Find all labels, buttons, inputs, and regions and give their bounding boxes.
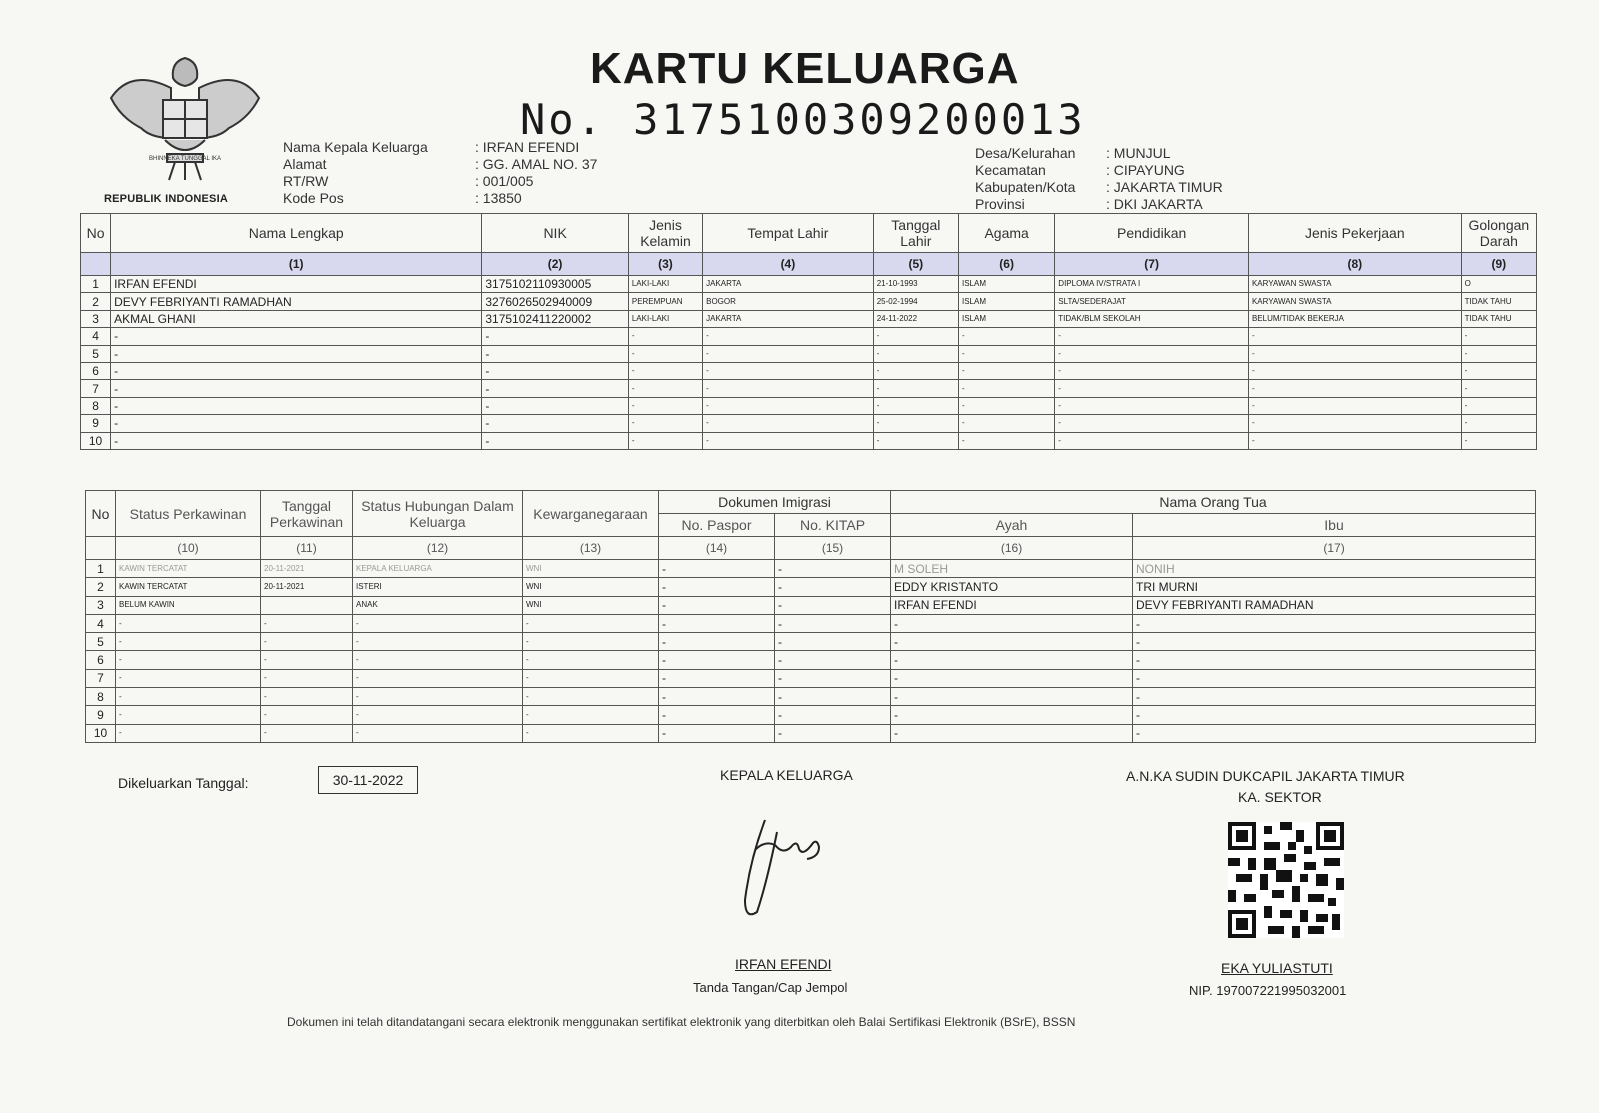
- table-cell: -: [1461, 415, 1536, 432]
- table-cell: -: [703, 415, 874, 432]
- table-cell: 2: [86, 578, 116, 596]
- table-row: [86, 614, 1536, 632]
- table-cell: 8: [86, 688, 116, 706]
- official-subtitle: KA. SEKTOR: [1238, 789, 1322, 805]
- table-cell: 3175102110930005: [482, 276, 629, 293]
- table-cell: 6: [86, 651, 116, 669]
- col-header: Pendidikan: [1055, 214, 1249, 253]
- page-title: KARTU KELUARGA: [590, 44, 1020, 93]
- table-cell: 20-11-2021: [261, 578, 353, 596]
- table-cell: 25-02-1994: [873, 293, 958, 310]
- table-cell: TIDAK TAHU: [1461, 310, 1536, 327]
- header-right-values: : MUNJUL : CIPAYUNG : JAKARTA TIMUR : DKI JAKARTA: [1106, 145, 1223, 212]
- table-cell: 10: [86, 724, 116, 742]
- table-cell: -: [1461, 328, 1536, 345]
- table-cell: SLTA/SEDERAJAT: [1055, 293, 1249, 310]
- kepala-keluarga-name: IRFAN EFENDI: [735, 956, 832, 972]
- table-cell: -: [523, 706, 659, 724]
- table-row: [81, 310, 1537, 327]
- table-cell: 10: [81, 432, 111, 449]
- column-number: (13): [523, 537, 659, 560]
- table-cell: 3: [86, 596, 116, 614]
- table-cell: 7: [86, 669, 116, 687]
- table-cell: LAKI-LAKI: [628, 310, 702, 327]
- table-cell: WNI: [523, 596, 659, 614]
- col-header: Jenis Pekerjaan: [1248, 214, 1461, 253]
- table-cell: DIPLOMA IV/STRATA I: [1055, 276, 1249, 293]
- table-cell: -: [958, 415, 1054, 432]
- official-nip: NIP. 197007221995032001: [1189, 983, 1347, 998]
- table-row: [86, 596, 1536, 614]
- column-number: (12): [353, 537, 523, 560]
- table-row: [86, 688, 1536, 706]
- table-cell: -: [261, 688, 353, 706]
- column-number: [81, 253, 111, 276]
- table-cell: -: [958, 328, 1054, 345]
- table-cell: -: [116, 614, 261, 632]
- column-number: (4): [703, 253, 874, 276]
- table-cell: -: [1055, 432, 1249, 449]
- table-cell: BOGOR: [703, 293, 874, 310]
- table-cell: -: [1461, 432, 1536, 449]
- col-header: Ibu: [1133, 514, 1536, 537]
- table-cell: -: [482, 345, 629, 362]
- table-cell: -: [1133, 614, 1536, 632]
- table-cell: -: [1461, 380, 1536, 397]
- table-cell: DEVY FEBRIYANTI RAMADHAN: [1133, 596, 1536, 614]
- table-cell: -: [261, 614, 353, 632]
- col-header: NIK: [482, 214, 629, 253]
- col-header: Tanggal Lahir: [873, 214, 958, 253]
- table-cell: ISLAM: [958, 293, 1054, 310]
- table-cell: 3175102411220002: [482, 310, 629, 327]
- table-cell: 9: [81, 415, 111, 432]
- table-cell: -: [1055, 328, 1249, 345]
- table-cell: -: [523, 669, 659, 687]
- table-cell: -: [873, 415, 958, 432]
- column-number: (14): [659, 537, 775, 560]
- table-cell: IRFAN EFENDI: [111, 276, 482, 293]
- table-cell: ISLAM: [958, 276, 1054, 293]
- column-number: (5): [873, 253, 958, 276]
- col-header: Tempat Lahir: [703, 214, 874, 253]
- table-cell: -: [116, 633, 261, 651]
- table-cell: ANAK: [353, 596, 523, 614]
- table-cell: -: [873, 345, 958, 362]
- table-cell: -: [1055, 415, 1249, 432]
- column-number: [86, 537, 116, 560]
- table-row: [81, 276, 1537, 293]
- table-cell: KARYAWAN SWASTA: [1248, 293, 1461, 310]
- table-cell: -: [523, 724, 659, 742]
- issued-date: 30-11-2022: [318, 766, 418, 794]
- table-cell: 1: [81, 276, 111, 293]
- table-row: [81, 362, 1537, 379]
- table-cell: -: [261, 706, 353, 724]
- col-header: Kewarganegaraan: [523, 491, 659, 537]
- table-cell: -: [1248, 397, 1461, 414]
- table-cell: -: [1133, 706, 1536, 724]
- table-cell: [261, 596, 353, 614]
- col-header: Agama: [958, 214, 1054, 253]
- table-row: [81, 328, 1537, 345]
- col-header: Nama Orang Tua: [891, 491, 1536, 514]
- table-cell: 8: [81, 397, 111, 414]
- table-cell: 24-11-2022: [873, 310, 958, 327]
- table-cell: -: [111, 415, 482, 432]
- table-cell: -: [111, 328, 482, 345]
- table-cell: 2: [81, 293, 111, 310]
- official-title: A.N.KA SUDIN DUKCAPIL JAKARTA TIMUR: [1126, 768, 1405, 784]
- table-cell: -: [116, 651, 261, 669]
- column-number-row: [81, 253, 1537, 276]
- column-number: (1): [111, 253, 482, 276]
- table-cell: -: [1055, 397, 1249, 414]
- table-cell: DEVY FEBRIYANTI RAMADHAN: [111, 293, 482, 310]
- table-cell: -: [261, 724, 353, 742]
- table-cell: IRFAN EFENDI: [891, 596, 1133, 614]
- col-header: No. Paspor: [659, 514, 775, 537]
- table-row: [86, 633, 1536, 651]
- table-cell: -: [482, 415, 629, 432]
- table-cell: -: [659, 651, 775, 669]
- table-cell: NONIH: [1133, 560, 1536, 578]
- table-cell: -: [891, 688, 1133, 706]
- table-cell: -: [1133, 688, 1536, 706]
- table-cell: -: [353, 688, 523, 706]
- col-header: Golongan Darah: [1461, 214, 1536, 253]
- column-number: (16): [891, 537, 1133, 560]
- column-number: (8): [1248, 253, 1461, 276]
- table-cell: -: [873, 380, 958, 397]
- table-cell: ISTERI: [353, 578, 523, 596]
- table-cell: WNI: [523, 578, 659, 596]
- column-number: (10): [116, 537, 261, 560]
- table-row: [86, 724, 1536, 742]
- table-cell: -: [353, 633, 523, 651]
- table-cell: -: [891, 669, 1133, 687]
- table-cell: -: [775, 688, 891, 706]
- table-cell: JAKARTA: [703, 310, 874, 327]
- column-number-row: [86, 537, 1536, 560]
- col-header: Status Perkawinan: [116, 491, 261, 537]
- table-cell: -: [1133, 724, 1536, 742]
- table-cell: -: [1461, 345, 1536, 362]
- table-cell: -: [958, 362, 1054, 379]
- table-cell: -: [775, 596, 891, 614]
- table-cell: -: [703, 345, 874, 362]
- table-cell: KAWIN TERCATAT: [116, 578, 261, 596]
- table-cell: KARYAWAN SWASTA: [1248, 276, 1461, 293]
- table-cell: -: [1055, 380, 1249, 397]
- issued-label: Dikeluarkan Tanggal:: [118, 775, 249, 791]
- table-cell: -: [628, 345, 702, 362]
- table-cell: -: [523, 633, 659, 651]
- table-cell: -: [523, 688, 659, 706]
- table-cell: -: [775, 706, 891, 724]
- table-cell: -: [703, 328, 874, 345]
- table-cell: EDDY KRISTANTO: [891, 578, 1133, 596]
- table-row: [81, 293, 1537, 310]
- table-cell: -: [261, 633, 353, 651]
- table-cell: -: [111, 432, 482, 449]
- column-number: (17): [1133, 537, 1536, 560]
- column-number: (7): [1055, 253, 1249, 276]
- table-cell: -: [628, 415, 702, 432]
- table-row: [86, 578, 1536, 596]
- table-cell: -: [482, 397, 629, 414]
- table-cell: -: [891, 706, 1133, 724]
- table-cell: -: [958, 397, 1054, 414]
- table-cell: -: [482, 362, 629, 379]
- table-cell: -: [353, 669, 523, 687]
- table-cell: -: [873, 328, 958, 345]
- table-cell: -: [659, 669, 775, 687]
- col-header: Tanggal Perkawinan: [261, 491, 353, 537]
- table-row: [81, 380, 1537, 397]
- table-cell: WNI: [523, 560, 659, 578]
- table-cell: -: [1248, 432, 1461, 449]
- table-cell: JAKARTA: [703, 276, 874, 293]
- table-cell: -: [353, 706, 523, 724]
- table-row: [81, 345, 1537, 362]
- table-cell: -: [1133, 651, 1536, 669]
- table-cell: TIDAK TAHU: [1461, 293, 1536, 310]
- table-cell: -: [1055, 345, 1249, 362]
- table-cell: ISLAM: [958, 310, 1054, 327]
- table-cell: 1: [86, 560, 116, 578]
- table-cell: -: [703, 362, 874, 379]
- table-cell: -: [482, 380, 629, 397]
- table-cell: -: [873, 397, 958, 414]
- table-cell: -: [958, 345, 1054, 362]
- table-cell: M SOLEH: [891, 560, 1133, 578]
- table-cell: -: [891, 724, 1133, 742]
- col-header: Ayah: [891, 514, 1133, 537]
- column-number: (2): [482, 253, 629, 276]
- table-row: [86, 669, 1536, 687]
- table-cell: -: [1248, 328, 1461, 345]
- table-cell: -: [873, 362, 958, 379]
- col-header: Status Hubungan Dalam Keluarga: [353, 491, 523, 537]
- table-cell: -: [775, 651, 891, 669]
- table-cell: -: [659, 724, 775, 742]
- table-cell: -: [523, 614, 659, 632]
- republic-label: REPUBLIK INDONESIA: [104, 193, 228, 205]
- table-cell: -: [775, 560, 891, 578]
- table-cell: -: [628, 397, 702, 414]
- table-cell: 4: [86, 614, 116, 632]
- table-cell: -: [703, 432, 874, 449]
- table-cell: -: [111, 345, 482, 362]
- table-cell: -: [1461, 362, 1536, 379]
- table-cell: 4: [81, 328, 111, 345]
- table-cell: -: [891, 614, 1133, 632]
- column-number: (9): [1461, 253, 1536, 276]
- table-cell: -: [628, 328, 702, 345]
- table-cell: O: [1461, 276, 1536, 293]
- col-header: Jenis Kelamin: [628, 214, 702, 253]
- table-cell: -: [482, 328, 629, 345]
- table-cell: -: [775, 669, 891, 687]
- table-cell: -: [116, 669, 261, 687]
- table-cell: -: [628, 432, 702, 449]
- table-cell: -: [659, 596, 775, 614]
- column-number: (15): [775, 537, 891, 560]
- kk-number: No. 3175100309200013: [520, 95, 1086, 144]
- table-cell: AKMAL GHANI: [111, 310, 482, 327]
- table-cell: -: [261, 669, 353, 687]
- table-cell: -: [659, 560, 775, 578]
- table-cell: BELUM/TIDAK BEKERJA: [1248, 310, 1461, 327]
- table-cell: 6: [81, 362, 111, 379]
- table-cell: TRI MURNI: [1133, 578, 1536, 596]
- table-row: [86, 706, 1536, 724]
- table-cell: -: [1248, 415, 1461, 432]
- table-cell: -: [891, 651, 1133, 669]
- table-cell: -: [628, 362, 702, 379]
- table-cell: -: [659, 578, 775, 596]
- status-table: [85, 490, 1536, 743]
- table-cell: -: [958, 380, 1054, 397]
- table-cell: -: [891, 633, 1133, 651]
- table-cell: -: [775, 578, 891, 596]
- table-cell: -: [261, 651, 353, 669]
- table-cell: -: [775, 724, 891, 742]
- signature-icon: [725, 810, 845, 930]
- col-header: Dokumen Imigrasi: [659, 491, 891, 514]
- table-cell: 9: [86, 706, 116, 724]
- table-cell: 5: [81, 345, 111, 362]
- table-cell: KAWIN TERCATAT: [116, 560, 261, 578]
- table-cell: 3: [81, 310, 111, 327]
- table-cell: -: [1133, 633, 1536, 651]
- table-cell: -: [703, 397, 874, 414]
- qr-code-icon: [1228, 822, 1344, 938]
- table-cell: -: [353, 614, 523, 632]
- table-cell: -: [628, 380, 702, 397]
- table-cell: -: [659, 688, 775, 706]
- table-cell: -: [111, 380, 482, 397]
- table-cell: -: [659, 633, 775, 651]
- table-cell: -: [116, 706, 261, 724]
- table-cell: 7: [81, 380, 111, 397]
- table-cell: 5: [86, 633, 116, 651]
- table-cell: TIDAK/BLM SEKOLAH: [1055, 310, 1249, 327]
- column-number: (6): [958, 253, 1054, 276]
- table-cell: -: [1055, 362, 1249, 379]
- table-row: [81, 432, 1537, 449]
- table-cell: -: [523, 651, 659, 669]
- table-cell: 20-11-2021: [261, 560, 353, 578]
- signature-caption: Tanda Tangan/Cap Jempol: [693, 980, 848, 995]
- table-cell: LAKI-LAKI: [628, 276, 702, 293]
- table-cell: -: [873, 432, 958, 449]
- table-cell: -: [353, 651, 523, 669]
- table-cell: -: [1461, 397, 1536, 414]
- table-cell: -: [659, 614, 775, 632]
- table-cell: -: [1248, 362, 1461, 379]
- col-header: Nama Lengkap: [111, 214, 482, 253]
- col-header: No: [81, 214, 111, 253]
- official-name: EKA YULIASTUTI: [1221, 960, 1333, 976]
- table-cell: -: [111, 362, 482, 379]
- table-cell: -: [1248, 380, 1461, 397]
- header-right-labels: Desa/Kelurahan Kecamatan Kabupaten/Kota Provinsi: [975, 145, 1076, 212]
- table-cell: -: [1248, 345, 1461, 362]
- table-row: [86, 560, 1536, 578]
- col-header: No. KITAP: [775, 514, 891, 537]
- table-row: [81, 415, 1537, 432]
- table-cell: PEREMPUAN: [628, 293, 702, 310]
- col-header: No: [86, 491, 116, 537]
- table-cell: -: [353, 724, 523, 742]
- table-cell: -: [111, 397, 482, 414]
- column-number: (3): [628, 253, 702, 276]
- table-cell: 3276026502940009: [482, 293, 629, 310]
- header-left-labels: Nama Kepala Keluarga Alamat RT/RW Kode Pos: [283, 139, 428, 206]
- footer-note: Dokumen ini telah ditandatangani secara elektronik menggunakan sertifikat elektronik yang diterbitkan oleh Balai Sertifikasi Elektronik (BSrE), BSSN: [287, 1015, 1076, 1029]
- table-cell: BELUM KAWIN: [116, 596, 261, 614]
- table-cell: -: [482, 432, 629, 449]
- table-row: [86, 651, 1536, 669]
- members-table: [80, 213, 1537, 450]
- table-cell: -: [703, 380, 874, 397]
- header-left-values: : IRFAN EFENDI : GG. AMAL NO. 37 : 001/005 : 13850: [475, 139, 598, 206]
- garuda-emblem-icon: [105, 48, 265, 198]
- table-cell: -: [116, 688, 261, 706]
- table-cell: KEPALA KELUARGA: [353, 560, 523, 578]
- table-cell: -: [659, 706, 775, 724]
- column-number: (11): [261, 537, 353, 560]
- table-cell: -: [775, 633, 891, 651]
- kepala-keluarga-label: KEPALA KELUARGA: [720, 767, 853, 783]
- table-cell: 21-10-1993: [873, 276, 958, 293]
- table-cell: -: [1133, 669, 1536, 687]
- table-cell: -: [775, 614, 891, 632]
- svg-text:BHINNEKA TUNGGAL IKA: BHINNEKA TUNGGAL IKA: [148, 156, 222, 162]
- table-cell: -: [958, 432, 1054, 449]
- table-row: [81, 397, 1537, 414]
- table-cell: -: [116, 724, 261, 742]
